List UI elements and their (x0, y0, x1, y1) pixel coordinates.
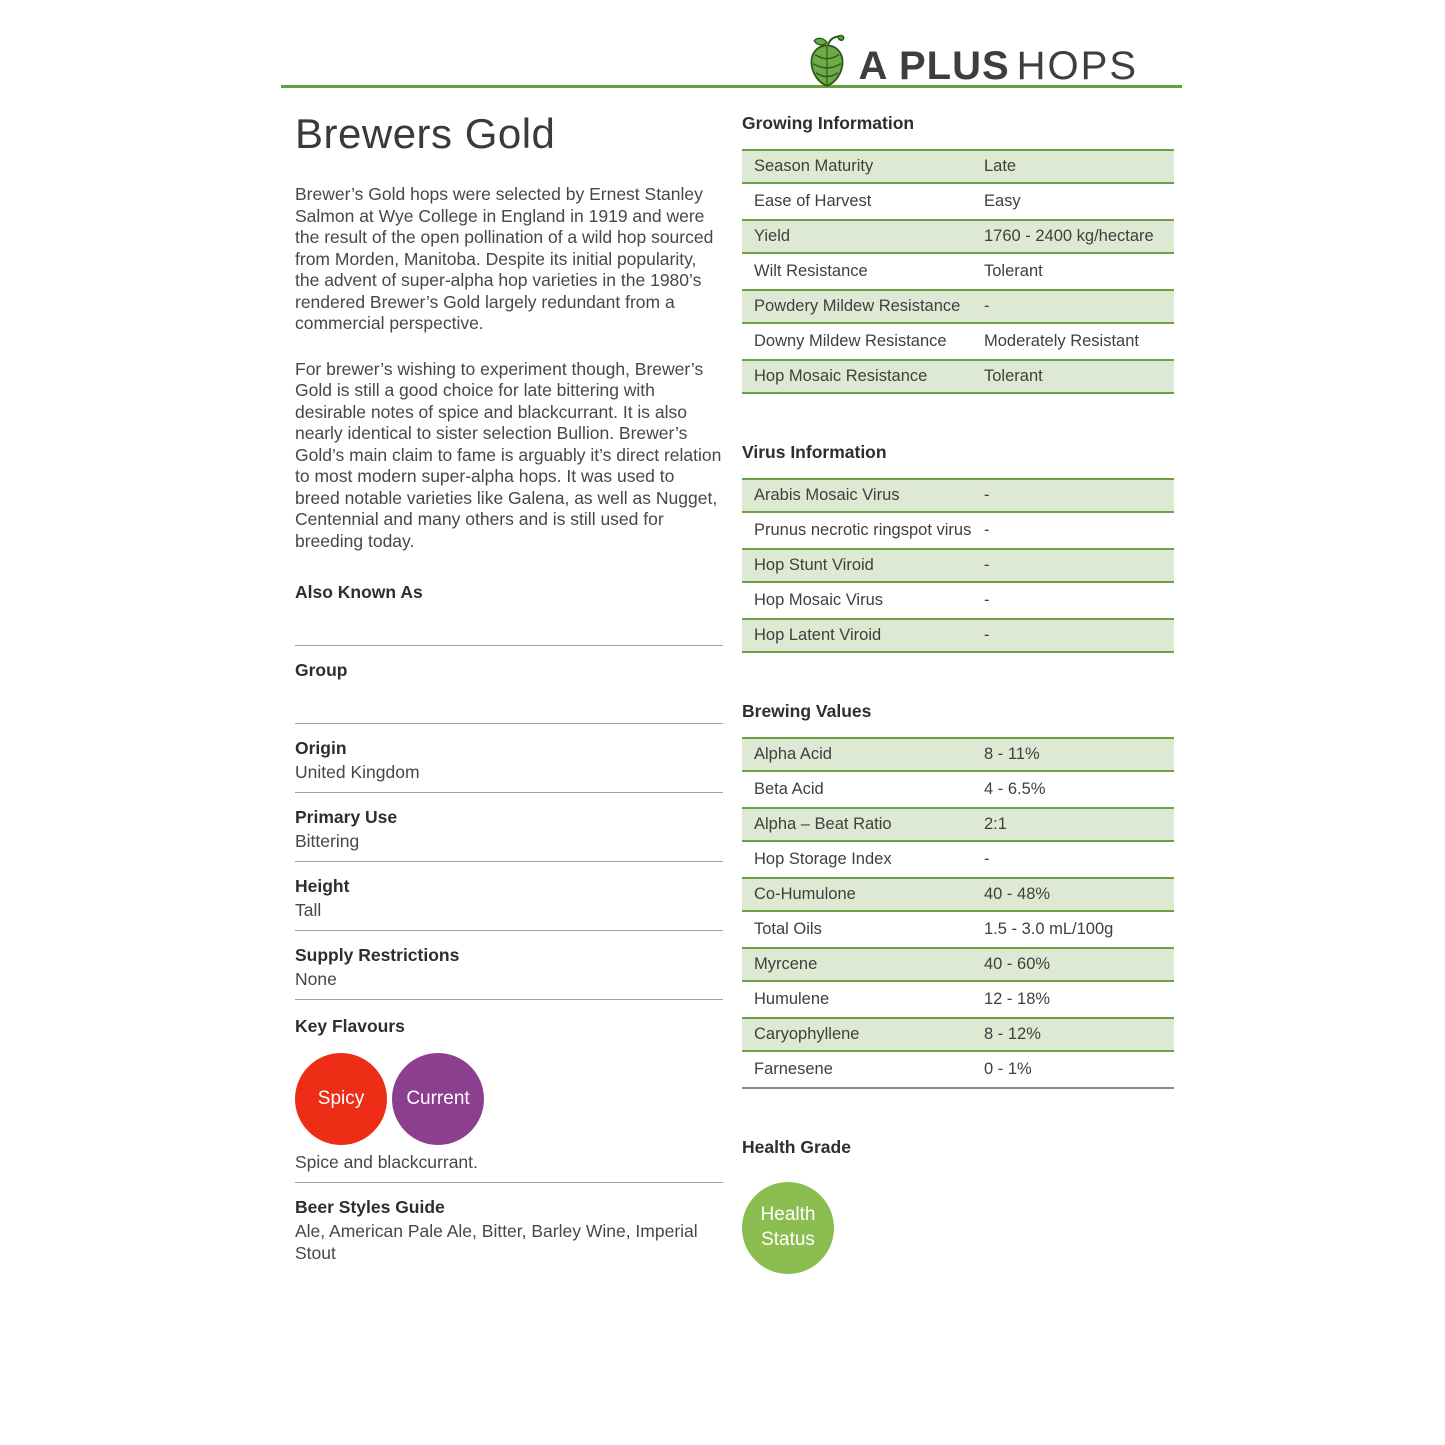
table-row (742, 289, 1174, 324)
row-label: Hop Storage Index (754, 849, 892, 868)
virus-information-heading: Virus Information (742, 442, 887, 462)
field-group (295, 660, 723, 724)
row-value: 1760 - 2400 kg/hectare (984, 226, 1154, 245)
field-supply-restrictions (295, 945, 723, 1000)
row-value: 8 - 11% (984, 744, 1040, 763)
row-value: Moderately Resistant (984, 331, 1139, 350)
row-label: Alpha – Beat Ratio (754, 814, 892, 833)
table-row (742, 548, 1174, 583)
flavour-tag-spicy (295, 1053, 387, 1145)
row-value: 1.5 - 3.0 mL/100g (984, 919, 1114, 938)
row-label: Hop Latent Viroid (754, 625, 882, 644)
table-row (742, 513, 1174, 548)
health-grade-heading: Health Grade (742, 1137, 851, 1157)
row-label: Season Maturity (754, 156, 874, 175)
row-value: Late (984, 156, 1017, 175)
health-badge-line1: Health (760, 1204, 816, 1226)
field-value: None (295, 969, 337, 990)
right-column (742, 105, 1174, 1274)
row-value: - (984, 555, 990, 574)
table-row (742, 359, 1174, 394)
row-value: Easy (984, 191, 1021, 210)
key-flavours-section (295, 1016, 723, 1183)
row-label: Alpha Acid (754, 744, 832, 763)
growing-information-heading: Growing Information (742, 113, 915, 133)
beer-styles-section (295, 1197, 723, 1264)
flavour-tag-label: Current (406, 1088, 470, 1110)
row-value: - (984, 296, 990, 315)
row-label: Myrcene (754, 954, 818, 973)
table-row (742, 982, 1174, 1017)
row-value: - (984, 520, 990, 539)
row-label: Prunus necrotic ringspot virus (754, 520, 972, 539)
row-label: Arabis Mosaic Virus (754, 485, 900, 504)
row-value: 40 - 48% (984, 884, 1051, 903)
field-label: Primary Use (295, 807, 398, 828)
row-value: Tolerant (984, 366, 1043, 385)
row-label: Ease of Harvest (754, 191, 872, 210)
row-value: 0 - 1% (984, 1059, 1032, 1078)
table-row (742, 842, 1174, 877)
brewing-values-heading: Brewing Values (742, 701, 872, 721)
row-value: - (984, 625, 990, 644)
table-row (742, 877, 1174, 912)
table-row (742, 772, 1174, 807)
row-label: Total Oils (754, 919, 822, 938)
field-value: Tall (295, 900, 322, 921)
left-column (295, 104, 723, 1264)
table-row (742, 184, 1174, 219)
flavour-tag-label: Spicy (317, 1088, 365, 1110)
table-row (742, 618, 1174, 653)
table-row (742, 1017, 1174, 1052)
beer-styles-text: Ale, American Pale Ale, Bitter, Barley Wine, Imperial Stout (295, 1221, 698, 1263)
flavour-tag-current (392, 1053, 484, 1145)
description-paragraph-1: Brewer’s Gold hops were selected by Ernest Stanley Salmon at Wye College in England in 1919 and were the result of the open pollination of a wild hop sourced from Morden, Manitoba. Despite its initial popularity, the advent of super-alpha hop varieties in the 1980’s rendered Brewer’s Gold largely redundant from a commercial perspective. (295, 184, 714, 334)
row-label: Yield (754, 226, 791, 245)
table-row (742, 254, 1174, 289)
brand-name-bold: A PLUS (858, 44, 1010, 88)
field-label: Group (295, 660, 348, 681)
attribute-sections (295, 582, 723, 1000)
row-value: Tolerant (984, 261, 1043, 280)
health-badge-line2: Status (761, 1229, 815, 1250)
field-label: Height (295, 876, 350, 897)
row-label: Powdery Mildew Resistance (754, 296, 961, 315)
key-flavours-caption: Spice and blackcurrant. (295, 1152, 478, 1173)
brand-logo (805, 34, 1138, 88)
row-label: Farnesene (754, 1059, 833, 1078)
table-row (742, 737, 1174, 772)
table-row (742, 478, 1174, 513)
table-row (742, 324, 1174, 359)
beer-styles-heading: Beer Styles Guide (295, 1197, 445, 1218)
page-title: Brewers Gold (295, 110, 556, 157)
key-flavours-heading: Key Flavours (295, 1016, 405, 1037)
field-also-known-as (295, 582, 723, 646)
row-label: Wilt Resistance (754, 261, 868, 280)
brand-name-light: HOPS (1016, 44, 1138, 88)
description-paragraph-2: For brewer’s wishing to experiment though, Brewer’s Gold is still a good choice for late bittering with desirable notes of spice and blackcurrant. It is also nearly identical to sister selection Bullion. Brewer’s Gold’s main claim to fame is arguably it’s direct relation to most modern super-alpha hops. It was used to breed notable varieties like Galena, as well as Nugget, Centennial and many others and is still used for breeding today. (295, 358, 722, 551)
row-value: - (984, 590, 990, 609)
table-row (742, 219, 1174, 254)
table-row (742, 912, 1174, 947)
row-value: 12 - 18% (984, 989, 1051, 1008)
table-row (742, 149, 1174, 184)
row-value: 8 - 12% (984, 1024, 1041, 1043)
field-value: United Kingdom (295, 762, 420, 783)
growing-information-table (742, 149, 1174, 394)
table-row (742, 947, 1174, 982)
field-label: Also Known As (295, 582, 423, 603)
page-header (281, 0, 1182, 88)
row-label: Humulene (754, 989, 830, 1008)
row-label: Co-Humulone (754, 884, 856, 903)
brand-name (858, 44, 1138, 88)
row-value: 4 - 6.5% (984, 779, 1046, 798)
field-value: Bittering (295, 831, 360, 852)
row-label: Beta Acid (754, 779, 824, 798)
flavour-tags (295, 1053, 723, 1145)
field-label: Origin (295, 738, 347, 759)
row-value: 40 - 60% (984, 954, 1051, 973)
row-label: Downy Mildew Resistance (754, 331, 947, 350)
brewing-values-table (742, 737, 1174, 1089)
field-label: Supply Restrictions (295, 945, 460, 966)
table-row (742, 1052, 1174, 1087)
row-label: Hop Mosaic Virus (754, 590, 883, 609)
hop-cone-icon (805, 34, 849, 88)
field-primary-use (295, 807, 723, 862)
table-row (742, 583, 1174, 618)
row-label: Hop Mosaic Resistance (754, 366, 928, 385)
row-value: - (984, 849, 990, 868)
row-value: 2:1 (984, 814, 1007, 833)
row-label: Hop Stunt Viroid (754, 555, 874, 574)
virus-information-table (742, 478, 1174, 653)
field-origin (295, 738, 723, 793)
row-label: Caryophyllene (754, 1024, 860, 1043)
table-row (742, 807, 1174, 842)
health-status-badge (742, 1182, 834, 1274)
row-value: - (984, 485, 990, 504)
field-height (295, 876, 723, 931)
